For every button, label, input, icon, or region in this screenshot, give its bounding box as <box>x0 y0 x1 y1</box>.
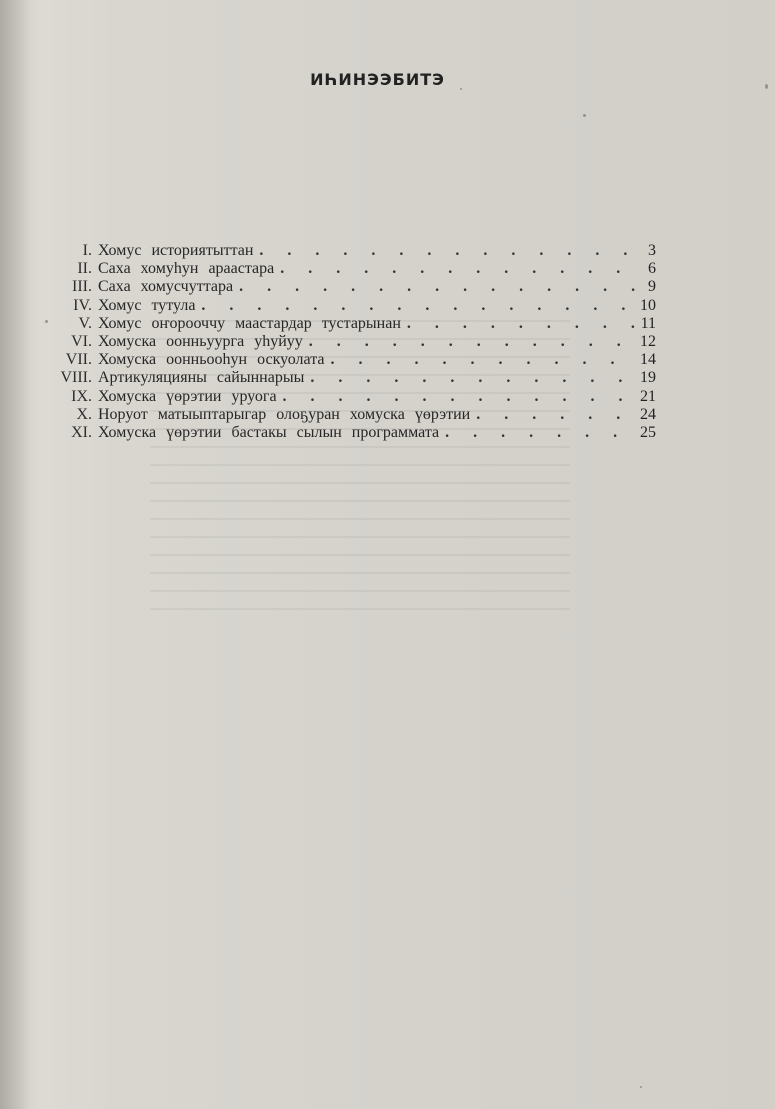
toc-leader-dots <box>304 369 636 387</box>
toc-entry-page: 25 <box>640 424 656 442</box>
toc-entry <box>50 388 656 406</box>
spine-shadow <box>0 0 30 1109</box>
toc-entry-number: I. <box>82 242 92 259</box>
toc-entry-title: Хомуска оонньуурга уһуйуу <box>98 333 303 351</box>
toc-entry <box>50 242 656 260</box>
toc-entry-page: 21 <box>640 387 656 405</box>
toc-entry-title: Хомуска үөрэтии бастакы сылын программата <box>98 424 440 442</box>
toc-leader-dots <box>401 315 636 333</box>
toc-leader-dots <box>253 242 636 260</box>
toc-entry-page: 14 <box>640 351 656 369</box>
toc-entry <box>50 297 656 315</box>
toc-entry-title: Хомус оҥорооччу маастардар тустарынан <box>98 314 401 332</box>
toc-leader-dots <box>233 278 636 296</box>
page-title: ИҺИНЭЭБИТЭ <box>310 70 445 89</box>
toc-entry <box>50 315 656 333</box>
toc-entry-title: Норуот матыыптарыгар олоҕуран хомуска үөрэтии <box>98 405 471 423</box>
toc-entry-page: 3 <box>648 242 656 259</box>
toc-entry <box>50 278 656 296</box>
paper-speck <box>640 1086 642 1088</box>
toc-entry-number: VI. <box>71 333 92 351</box>
paper-speck <box>765 84 768 89</box>
toc-entry-page: 11 <box>640 314 656 332</box>
toc-entry-page: 19 <box>640 369 656 387</box>
toc-entry-page: 9 <box>648 278 656 296</box>
toc-entry-number: VII. <box>65 351 92 369</box>
toc-entry-page: 6 <box>648 260 656 278</box>
toc-entry-number: IV. <box>73 296 92 314</box>
toc-entry-title: Хомус историятыттан <box>98 242 254 259</box>
toc-entry-page: 24 <box>640 405 656 423</box>
toc-entry-title: Саха хомуһун араастара <box>98 260 275 278</box>
toc-entry-page: 10 <box>640 296 656 314</box>
paper-speck <box>583 114 586 117</box>
toc-leader-dots <box>470 406 636 424</box>
toc-entry-number: VIII. <box>60 369 92 387</box>
toc-leader-dots <box>274 260 636 278</box>
toc-entry <box>50 369 656 387</box>
toc-entry-number: IX. <box>71 387 92 405</box>
toc-entry-number: V. <box>78 314 92 332</box>
toc-entry-number: X. <box>76 405 92 423</box>
toc-entry-title: Хомуска үөрэтии уруога <box>98 387 277 405</box>
toc-entry <box>50 424 656 442</box>
toc-entry <box>50 260 656 278</box>
toc-entry-number: II. <box>77 260 92 278</box>
toc-entry-title: Хомуска оонньооһун оскуолата <box>98 351 325 369</box>
toc-entry-title: Саха хомусчуттара <box>98 278 234 296</box>
table-of-contents <box>50 242 656 442</box>
toc-leader-dots <box>195 297 636 315</box>
toc-leader-dots <box>303 333 636 351</box>
toc-entry <box>50 406 656 424</box>
toc-leader-dots <box>277 388 636 406</box>
toc-entry-title: Артикуляцияны сайыннарыы <box>98 369 305 387</box>
toc-entry-page: 12 <box>640 333 656 351</box>
toc-leader-dots <box>439 424 636 442</box>
paper-speck <box>45 320 48 323</box>
toc-entry <box>50 333 656 351</box>
toc-entry-number: XI. <box>71 424 92 442</box>
toc-entry-number: III. <box>72 278 92 296</box>
toc-entry-title: Хомус тутула <box>98 296 196 314</box>
toc-entry <box>50 351 656 369</box>
toc-leader-dots <box>324 351 636 369</box>
